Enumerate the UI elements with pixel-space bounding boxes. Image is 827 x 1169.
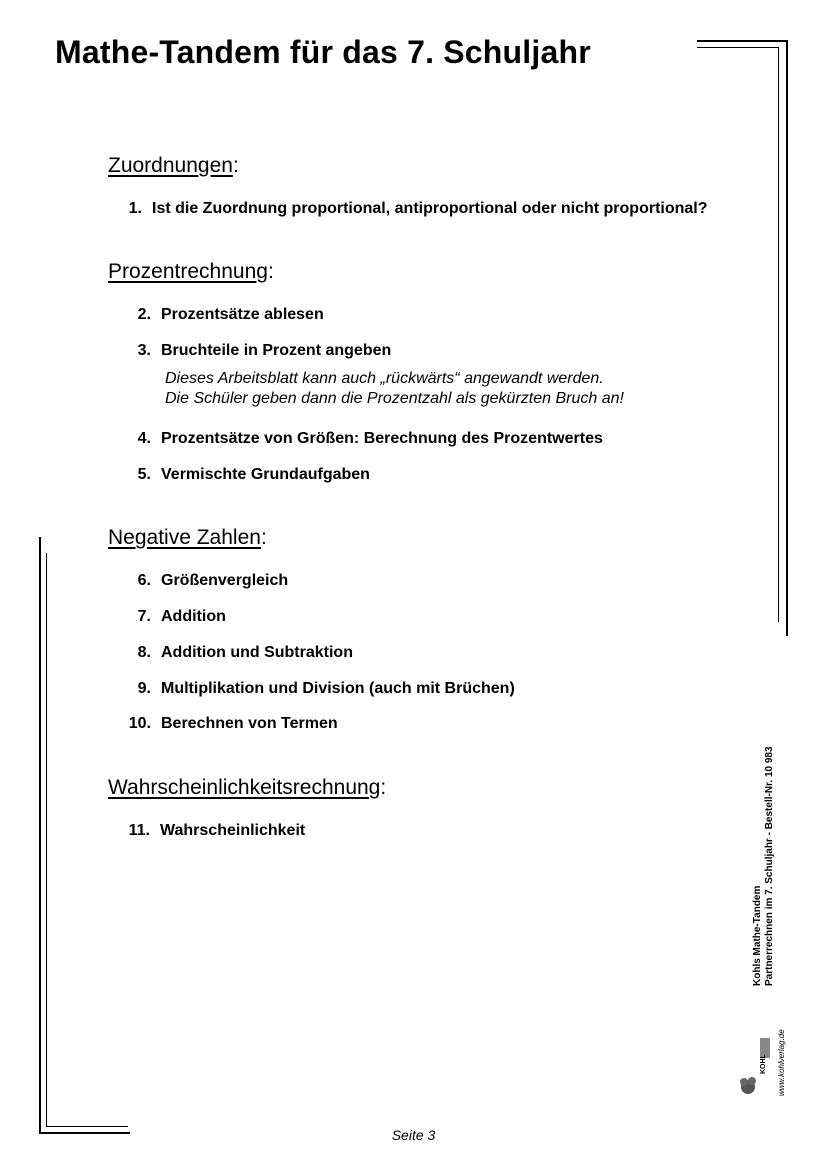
section-heading-zuordnungen: Zuordnungen: xyxy=(108,154,239,177)
section-heading-negative-zahlen: Negative Zahlen: xyxy=(108,526,267,549)
worksheet-note xyxy=(165,369,624,409)
frame-right-line-inner xyxy=(778,47,779,622)
frame-right-line-outer xyxy=(786,40,788,636)
frame-left-line-outer xyxy=(39,537,41,1134)
note-line: Die Schüler geben dann die Prozentzahl als gekürzten Bruch an! xyxy=(165,390,624,407)
list-item: 3. Bruchteile in Prozent angeben xyxy=(137,342,392,359)
imprint-line: Kohls Mathe-Tandem xyxy=(752,885,763,986)
imprint-url: www.kohlverlag.de xyxy=(777,1029,786,1096)
list-item: 4. Prozentsätze von Größen: Berechnung des Prozentwertes xyxy=(137,430,603,447)
list-item: 10. Berechnen von Termen xyxy=(128,715,338,732)
frame-top-line-outer xyxy=(697,40,788,42)
logo-text: KOHL xyxy=(760,1054,767,1074)
list-item: 7. Addition xyxy=(137,608,226,625)
page-title: Mathe-Tandem für das 7. Schuljahr xyxy=(55,34,591,70)
list-item: 11. Wahrscheinlichkeit xyxy=(128,822,306,839)
frame-left-line-inner xyxy=(46,553,47,1127)
page-number: Seite 3 xyxy=(391,1127,436,1143)
section-heading-wahrscheinlichkeit: Wahrscheinlichkeitsrechnung: xyxy=(108,776,387,799)
list-item: 6. Größenvergleich xyxy=(137,572,289,589)
note-line: Dieses Arbeitsblatt kann auch „rückwärts“ angewandt werden. xyxy=(165,370,604,387)
list-item: 5. Vermischte Grundaufgaben xyxy=(137,466,370,483)
list-item: 9. Multiplikation und Division (auch mit Brüchen) xyxy=(137,680,515,697)
list-item: 2. Prozentsätze ablesen xyxy=(137,306,324,323)
list-item: 8. Addition und Subtraktion xyxy=(137,644,353,661)
list-item: 1. Ist die Zuordnung proportional, antiproportional oder nicht proportional? xyxy=(128,200,708,217)
imprint-line: Partnerrechnen im 7. Schuljahr - Bestell-Nr. 10 983 xyxy=(764,746,775,986)
section-heading-prozentrechnung: Prozentrechnung: xyxy=(108,260,274,283)
side-imprint xyxy=(752,746,788,1096)
frame-top-line-inner xyxy=(697,47,779,48)
